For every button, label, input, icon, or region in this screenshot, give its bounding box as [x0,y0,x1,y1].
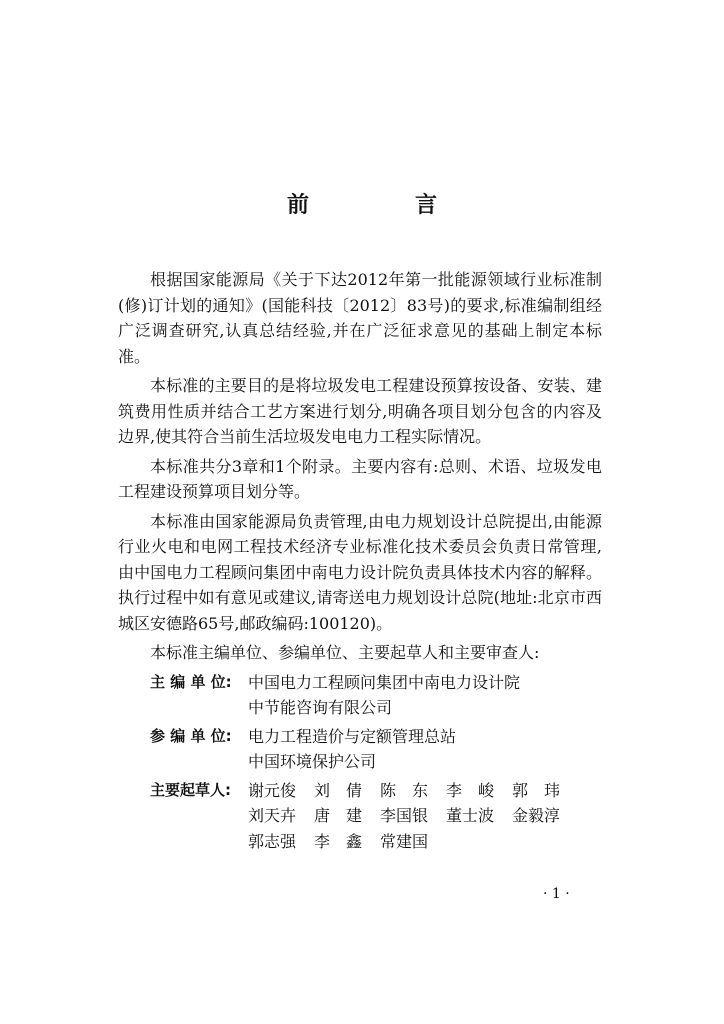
drafters-row [248,778,602,804]
body-text [118,267,602,857]
drafter-name: 郭志强 [248,831,297,851]
drafters-values [248,778,602,855]
participating-unit: 电力工程造价与定额管理总站 [248,726,457,746]
drafter-name: 李 峻 [446,780,495,800]
page-number: · 1 · [543,886,570,902]
drafter-name: 李国银 [380,806,429,825]
drafters-entry [118,778,602,855]
drafter-name: 董士波 [446,806,495,825]
drafter-name: 常建国 [380,831,429,851]
page-title: 前 言 [286,193,479,218]
chief-unit: 中节能咨询有限公司 [248,698,393,717]
drafter-name: 金毅淳 [512,806,561,825]
drafter-name: 谢元俊 [248,780,297,800]
drafter-name: 李 鑫 [314,831,363,851]
drafter-name: 郭 玮 [512,780,561,800]
paragraph-basis: 根据国家能源局《关于下达2012年第一批能源领域行业标准制(修)订计划的通知》(国能科技〔2012〕83号)的要求,标准编制组经广泛调查研究,认真总结经验,并在广泛征求意见的基础上制定本标准。 [118,270,602,366]
drafter-name: 刘 倩 [314,780,363,800]
paragraph-units-intro: 本标准主编单位、参编单位、主要起草人和主要审查人: [150,643,540,662]
drafter-name: 陈 东 [380,780,429,800]
drafter-name: 唐 建 [314,806,363,825]
participating-unit: 中国环境保护公司 [248,752,377,771]
chief-units-label: 主 编 单 位: [150,672,232,691]
chief-units-values [248,670,602,721]
participating-units-entry [118,724,602,775]
participating-units-label: 参 编 单 位: [150,726,232,745]
paragraph-purpose: 本标准的主要目的是将垃圾发电工程建设预算按设备、安装、建筑费用性质并结合工艺方案进行划分,明确各项目划分包含的内容及边界,使其符合当前生活垃圾发电电力工程实际情况。 [118,376,602,446]
drafters-label: 主要起草人: [150,780,231,799]
participating-units-values [248,724,602,775]
contributors-list [118,670,602,855]
chief-unit: 中国电力工程顾问集团中南电力设计院 [248,672,521,692]
drafters-row [248,803,602,829]
drafters-row [248,829,602,855]
drafter-name: 刘天卉 [248,806,297,825]
paragraph-management: 本标准由国家能源局负责管理,由电力规划设计总院提出,由能源行业火电和电网工程技术经济专业标准化技术委员会负责日常管理,由中国电力工程顾问集团中南电力设计院负责具体技术内容的解释。执行过程中如有意见或建议,请寄送电力规划设计总院(地址:北京市西城区安德路65号,邮政编码:100120)。 [118,511,602,633]
chief-units-entry [118,670,602,721]
paragraph-structure: 本标准共分3章和1个附录。主要内容有:总则、术语、垃圾发电工程建设预算项目划分等。 [118,456,602,501]
